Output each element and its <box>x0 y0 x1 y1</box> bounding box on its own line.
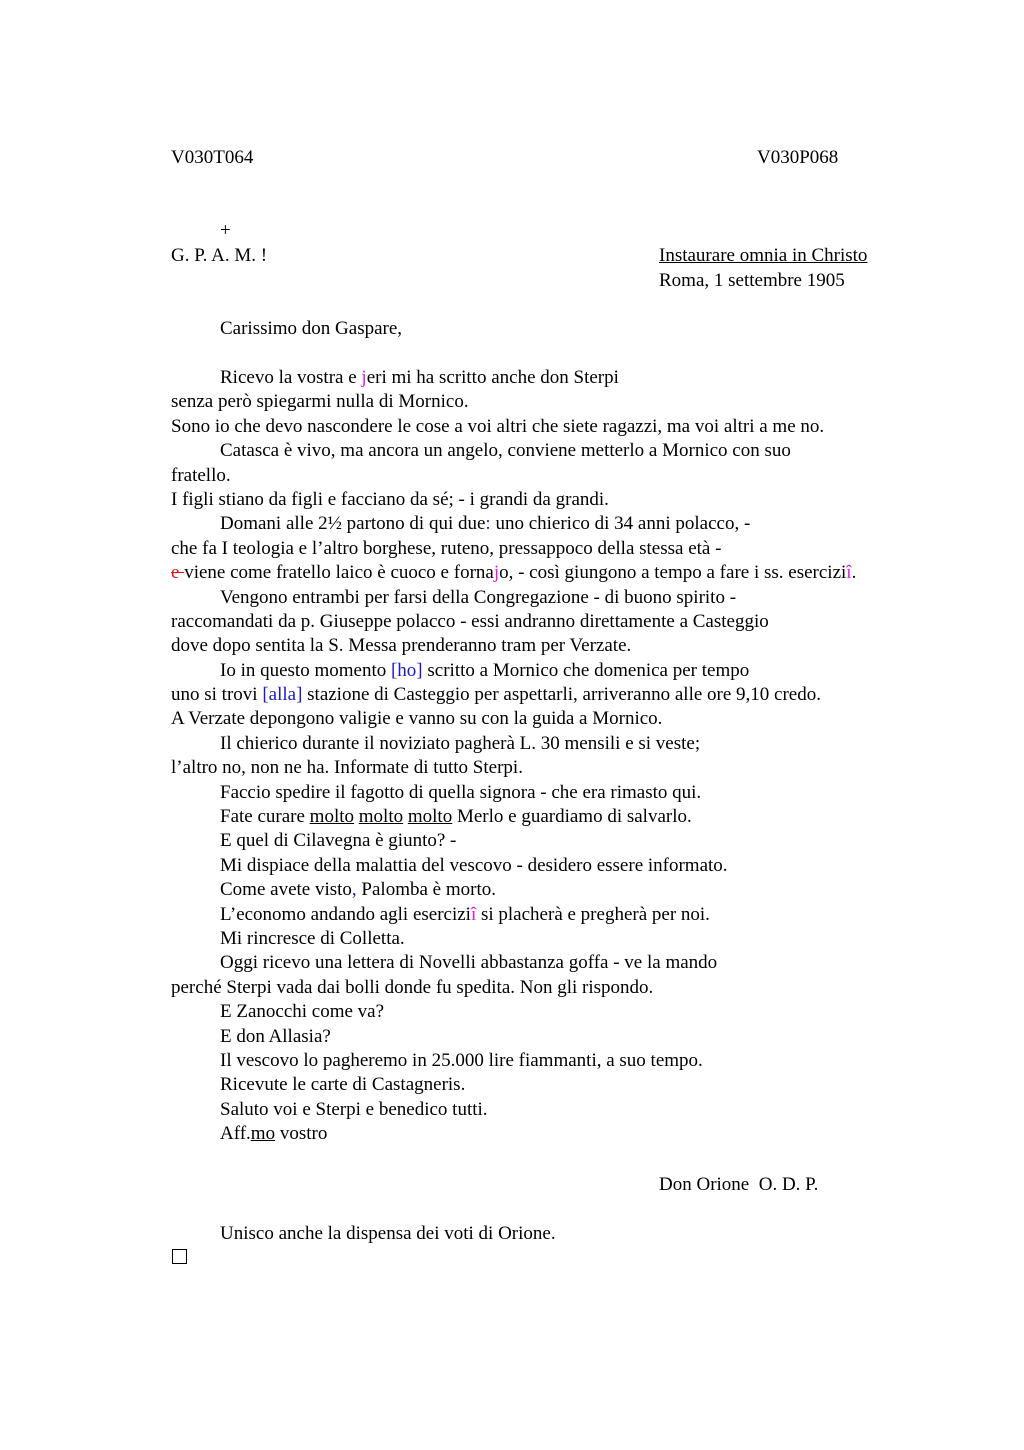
letter-line <box>171 854 856 878</box>
text-segment: mo <box>250 1123 276 1145</box>
text-segment: Domani alle 2½ partono di qui due <box>220 513 486 535</box>
text-segment: Mi rincresce di Colletta. <box>220 927 405 949</box>
invocation: G. P. A. M. ! <box>171 245 268 266</box>
document-code-left: V030T064 <box>171 147 254 168</box>
letter-line <box>171 1073 856 1097</box>
letter-line <box>171 732 856 756</box>
text-segment: Il vescovo lo pagheremo in 25.000 lire fiammanti, a suo tempo. <box>220 1049 703 1071</box>
text-segment: si placherà e pregherà per noi. <box>476 903 710 925</box>
text-segment: I figli stiano da figli e facciano da sé; - i grandi da grandi. <box>171 488 609 510</box>
text-segment: Ricevo la vostra e <box>220 367 362 388</box>
letter-line <box>171 390 856 414</box>
letter-line <box>171 976 856 1000</box>
letter-line <box>171 805 856 829</box>
text-segment: L’economo andando agli esercizi <box>220 903 471 925</box>
text-segment: scritto a Mornico che domenica per tempo <box>422 659 750 681</box>
text-segment: molto <box>407 806 453 828</box>
salutation: Carissimo don Gaspare, <box>220 318 403 339</box>
cross-symbol: + <box>220 220 231 241</box>
text-segment: vostro <box>275 1123 328 1145</box>
text-segment: l’altro no, non ne ha. Informate di tutto Sterpi. <box>171 757 523 779</box>
text-segment: perché Sterpi vada dai bolli donde fu spedita. Non gli rispondo. <box>171 976 654 998</box>
text-segment: che fa I teologia e l’altro borghese, ruteno, pressappoco della stessa età - <box>171 537 722 559</box>
text-segment: senza però spiegarmi nulla di Mornico. <box>171 391 469 413</box>
document-code-right: V030P068 <box>757 147 839 168</box>
text-segment: E quel di Cilavegna è giunto? - <box>220 830 457 852</box>
text-segment: Sono io che devo nascondere le cose a voi altri che siete ragazzi, ma voi altri a me no. <box>171 415 825 437</box>
letter-line <box>171 951 856 975</box>
text-segment: E don Allasia? <box>220 1025 331 1047</box>
letter-body <box>171 366 856 1147</box>
letter-line <box>171 488 856 512</box>
text-segment: Merlo e guardiamo di salvarlo. <box>452 806 692 828</box>
text-segment: e <box>171 562 185 584</box>
letter-line <box>171 829 856 853</box>
letter-line <box>171 439 856 463</box>
text-segment: Il chierico durante il noviziato pagherà L. 30 mensili e si veste; <box>220 732 701 754</box>
text-segment: î <box>470 903 477 925</box>
text-segment: [ho] <box>390 659 423 681</box>
letter-line <box>171 1025 856 1049</box>
letter-line <box>171 464 856 488</box>
text-segment: [alla] <box>262 684 303 706</box>
text-segment: Ricevute le carte di Castagneris. <box>220 1074 466 1096</box>
text-segment: A Verzate depongono valigie e vanno su con la guida a Mornico. <box>171 708 663 730</box>
letter-line <box>171 878 856 902</box>
letter-line <box>171 512 856 536</box>
letter-line <box>171 1122 856 1146</box>
text-segment: Aff. <box>220 1123 251 1145</box>
text-segment: Vengono entrambi per farsi della Congregazione - di buono spirito - <box>220 586 737 608</box>
text-segment: Io in questo momento <box>220 659 391 681</box>
letter-line <box>171 537 856 561</box>
text-segment: molto <box>309 806 355 828</box>
letter-line <box>171 756 856 780</box>
text-segment: j <box>493 562 500 584</box>
place-date: Roma, 1 settembre 1905 <box>659 270 845 291</box>
letter-line <box>171 1049 856 1073</box>
text-segment: E Zanocchi come va? <box>220 1001 385 1023</box>
signature: Don Orione O. D. P. <box>659 1174 819 1195</box>
text-segment: eri mi ha scritto anche don Sterpi <box>366 367 619 388</box>
text-segment: dove dopo sentita la S. Messa prenderanno tram per Verzate. <box>171 635 632 657</box>
letter-line <box>171 561 856 585</box>
checkbox-symbol <box>172 1249 187 1264</box>
text-segment: Faccio spedire il fagotto di quella signora - che era rimasto qui. <box>220 781 702 803</box>
text-segment: fratello. <box>171 464 231 486</box>
postscript: Unisco anche la dispensa dei voti di Orione. <box>220 1223 556 1244</box>
text-segment: uno si trovi <box>171 684 263 706</box>
text-segment: , <box>351 879 357 901</box>
text-segment: Catasca è vivo, ma ancora un angelo, conviene metterlo a Mornico con suo <box>220 440 791 462</box>
letter-line <box>171 634 856 658</box>
text-segment: o, - così giungono a tempo a fare i ss. esercizi <box>499 562 847 584</box>
letter-line <box>171 683 856 707</box>
text-segment: raccomandati da p. Giuseppe polacco - essi andranno direttamente a Casteggio <box>171 610 769 632</box>
text-segment: Saluto voi e Sterpi e benedico tutti. <box>220 1098 488 1120</box>
letter-line <box>171 366 856 390</box>
letter-line <box>171 927 856 951</box>
text-segment: molto <box>358 806 404 828</box>
letter-line <box>171 586 856 610</box>
text-segment: : <box>485 513 491 535</box>
text-segment: Palomba è morto. <box>356 879 496 901</box>
text-segment: . <box>851 562 857 584</box>
text-segment: Come avete visto <box>220 879 352 901</box>
text-segment: Mi dispiace della malattia del vescovo - desidero essere informato. <box>220 854 728 876</box>
letter-line <box>171 1000 856 1024</box>
text-segment: Oggi ricevo una lettera di Novelli abbastanza goffa - ve la mando <box>220 952 718 974</box>
text-segment: stazione di Casteggio per aspettarli, arriveranno alle ore 9,10 credo. <box>302 684 821 706</box>
text-segment: viene come fratello laico è cuoco e forna <box>184 562 494 584</box>
text-segment: j <box>361 367 367 388</box>
letter-line <box>171 415 856 439</box>
text-segment: î <box>846 562 852 584</box>
text-segment: uno chierico di 34 anni polacco, - <box>490 513 751 535</box>
motto: Instaurare omnia in Christo <box>659 245 868 266</box>
letter-line <box>171 610 856 634</box>
letter-line <box>171 707 856 731</box>
letter-line <box>171 903 856 927</box>
letter-line <box>171 781 856 805</box>
letter-line <box>171 1098 856 1122</box>
letter-line <box>171 659 856 683</box>
text-segment: Fate curare <box>220 806 310 828</box>
